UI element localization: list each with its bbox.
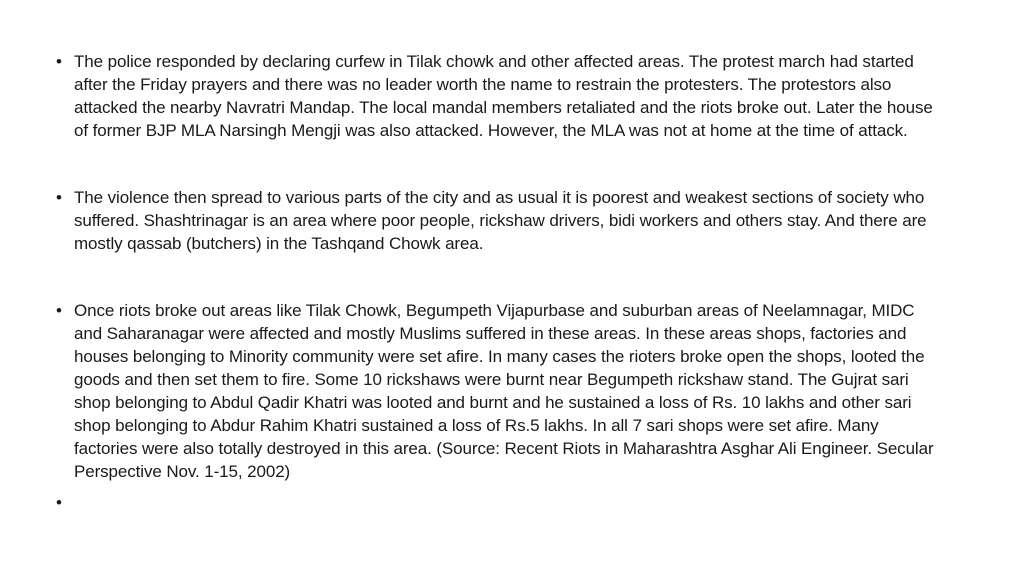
bullet-list: [56, 50, 946, 514]
bullet-item-empty: [56, 491, 946, 514]
bullet-item-riot-areas: • Once riots broke out areas like Tilak Chowk, Begumpeth Vijapurbase and suburban areas of Neelamnagar, MIDC and Saharanagar were affected and mostly Muslims suffered in these areas. In these areas shops, factories and houses belonging to Minority community were set afire. In many cases the rioters broke open the shops, looted the goods and then set them to fire. Some 10 rickshaws were burnt near Begumpeth rickshaw stand. The Gujrat sari shop belonging to Abdul Qadir Khatri was looted and burnt and he sustained a loss of Rs. 10 lakhs and other sari shop belonging to Abdur Rahim Khatri sustained a loss of Rs.5 lakhs. In all 7 sari shops were set afire. Many factories were also totally destroyed in this area. (Source: Recent Riots in Maharashtra Asghar Ali Engineer. Secular Perspective Nov. 1-15, 2002): [56, 299, 946, 483]
bullet-item-curfew: • The police responded by declaring curfew in Tilak chowk and other affected areas. The protest march had started after the Friday prayers and there was no leader worth the name to restrain the protesters. The protestors also attacked the nearby Navratri Mandap. The local mandal members retaliated and the riots broke out. Later the house of former BJP MLA Narsingh Mengji was also attacked. However, the MLA was not at home at the time of attack.: [56, 50, 946, 142]
bullet-item-violence-spread: • The violence then spread to various parts of the city and as usual it is poorest and weakest sections of society who suffered. Shashtrinagar is an area where poor people, rickshaw drivers, bidi workers and others stay. And there are mostly qassab (butchers) in the Tashqand Chowk area.: [56, 186, 946, 255]
